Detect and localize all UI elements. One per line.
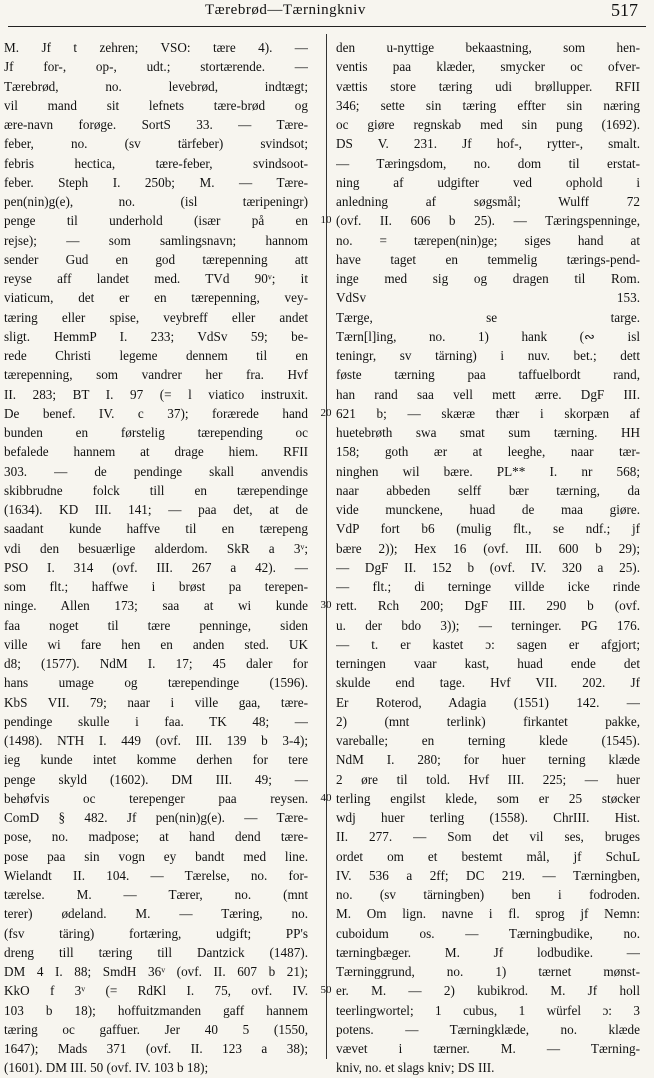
text-line: Wielandt II. 104. — Tærelse, no. for- [4, 867, 308, 883]
text-line: ieg kunde intet komme derhen for tere [4, 752, 308, 768]
text-line: Jf for-, op-, udt.; stortærende. — [4, 59, 308, 75]
text-line: cuboidum os. — Tærningbudike, no. [336, 925, 640, 941]
text-line: penge skyld (1602). DM III. 49; — [4, 771, 308, 787]
text-line: Tærn[l]ing, no. 1) hank (∾ isl [336, 328, 640, 344]
left-column [4, 38, 308, 1078]
text-line: II. 277. — Som det vil ses, bruges [336, 829, 640, 845]
text-line: pose paa sin vogn ey bandt med line. [4, 848, 308, 864]
text-line: huetebrøth swa smat sum tærning. HH [336, 425, 640, 440]
page-header [0, 0, 654, 28]
text-line: bære 2)); Hex 16 (ovf. III. 600 b 29); [336, 540, 640, 556]
text-line: ninge. Allen 173; saa at wi kunde [4, 598, 308, 614]
text-line: rett. Rch 200; DgF III. 290 b (ovf. [336, 598, 640, 614]
text-line: saadant kunde haffve til en tærepeng [4, 521, 308, 537]
text-line: oc giøre regnskab med sin pung (1692). [336, 117, 640, 132]
text-line: sligt. HemmP I. 233; VdSv 59; be- [4, 328, 308, 344]
margin-line-number: 50 [320, 984, 332, 997]
text-line: skulde end tage. Hvf VII. 202. Jf [336, 675, 640, 691]
text-line: behøfvis oc terepenger paa reysen. [4, 790, 308, 806]
text-line: Tærninggrund, no. 1) tærnet mønst- [336, 964, 640, 979]
text-line: som flt.; haffwe i brøst pa terepen- [4, 579, 308, 594]
text-line: (1634). KD III. 141; — paa det, at de [4, 502, 308, 517]
text-line: ære-navn forøge. SortS 33. — Tære- [4, 117, 308, 132]
text-line: VdP fort b6 (mulig flt., se ndf.; jf [336, 521, 640, 537]
text-line: feber. Steph I. 250b; M. — Tære- [4, 174, 308, 190]
text-line: anledning af søgsmål; Wulff 72 [336, 194, 640, 209]
text-line: 621 b; — skæræ thær i skorpæn af [336, 405, 640, 421]
text-line: penge til underhold (især på en [4, 213, 308, 229]
text-line: wdj huer terling (1558). ChrIII. Hist. [336, 810, 640, 825]
text-line: viaticum, det er en tærepenning, vey- [4, 290, 308, 306]
text-line: vdi den besuærlige alderdom. SkR a 3ᵛ; [4, 540, 308, 556]
text-line: reyse aff landet med. TVd 90ᵛ; it [4, 271, 308, 286]
text-line: er. M. — 2) kubikrod. M. Jf holl [336, 983, 640, 999]
margin-line-number: 10 [320, 214, 332, 227]
text-line: føste tærning paa taffuelbordt rand, [336, 367, 640, 383]
margin-line-number: 40 [320, 791, 332, 804]
page-number: 517 [611, 0, 638, 20]
text-line: vættis store tæring udi brøllupper. RFII [336, 78, 640, 94]
text-line: ComD § 482. Jf pen(nin)g(e). — Tære- [4, 810, 308, 825]
text-line: skibbrudne folck till en tærependinge [4, 482, 308, 498]
text-line: rejse); — som samlingsnavn; hannom [4, 232, 308, 248]
text-line: ning af udgifter ved ophold i [336, 174, 640, 190]
text-line: 2 øre til told. Hvf III. 225; — huer [336, 771, 640, 787]
text-line: (ovf. II. 606 b 25). — Tæringspenninge, [336, 213, 640, 229]
text-line: potens. — Tærningklæde, no. klæde [336, 1021, 640, 1037]
text-line: dreng till tæring till Dantzick (1487). [4, 944, 308, 960]
text-line: VdSv 153. [336, 290, 640, 306]
text-line: M. Jf t zehren; VSO: tære 4). — [4, 40, 308, 55]
text-line: ordet om et bestemt mål, jf SchuL [336, 848, 640, 864]
text-line: hans umage og tærependinge (1596). [4, 675, 308, 691]
text-line: no. = tærepen(nin)ge; siges hand at [336, 232, 640, 248]
text-line: ninghen wil bære. PL** I. nr 568; [336, 463, 640, 479]
text-line: — t. er kastet ɔ: sagen er afgjort; [336, 636, 640, 652]
text-line: pose, no. madpose; at hand dend tære- [4, 829, 308, 845]
text-line: (1498). NTH I. 449 (ovf. III. 139 b 3-4); [4, 733, 308, 748]
text-line: KbS VII. 79; naar i ville gaa, tære- [4, 694, 308, 710]
text-line: (fsv täring) fortæring, udgift; PP's [4, 925, 308, 941]
running-title: Tærebrød—Tærningkniv [205, 2, 366, 18]
text-line: pen(nin)g(e), no. (isl tæripeningr) [4, 194, 308, 209]
right-column [336, 38, 640, 1078]
text-line: DS V. 231. Jf hof-, rytter-, smalt. [336, 136, 640, 152]
column-divider [326, 34, 327, 1059]
text-line: ventis paa klæder, smycker oc ofver- [336, 59, 640, 75]
text-line: IV. 536 a 2ff; DC 219. — Tærningben, [336, 867, 640, 883]
text-line: 158; goth ær at leeghe, naar tær- [336, 444, 640, 460]
text-line: KkO f 3ᵛ (= RdKl I. 75, ovf. IV. [4, 983, 308, 999]
text-line: terling engilst klede, som er 25 støcker [336, 790, 640, 806]
text-line: — DgF II. 152 b (ovf. IV. 320 a 25). [336, 559, 640, 575]
text-line: Tærge, se targe. [336, 309, 640, 325]
text-line: naar abbeden selff bær tærning, da [336, 482, 640, 498]
text-line: den u-nyttige bekaastning, som hen- [336, 40, 640, 55]
text-line: faa noget til tære penninge, siden [4, 617, 308, 633]
text-line: han rand saa vell mett ærre. DgF III. [336, 386, 640, 402]
text-line: teerlingwortel; 1 cubus, 1 würfel ɔ: 3 [336, 1002, 640, 1018]
text-line: tæring eller spise, veybreff eller andet [4, 309, 308, 325]
text-line: febris hectica, tære-feber, svindsoot- [4, 155, 308, 171]
text-line: have taget en temmelig tærings-pend- [336, 251, 640, 267]
text-line: terningen vaar kast, huad ende det [336, 656, 640, 671]
text-line: M. Om lign. navne i fl. sprog jf Nemn: [336, 906, 640, 922]
text-line: PSO I. 314 (ovf. III. 267 a 42). — [4, 559, 308, 575]
text-line: terer) ødeland. M. — Tæring, no. [4, 906, 308, 922]
text-line: II. 283; BT I. 97 (= l viatico instruxit. [4, 386, 308, 402]
text-line: Er Roterod, Adagia (1551) 142. — [336, 694, 640, 710]
text-line: 346; sette sin tæring effter sin næring [336, 97, 640, 113]
text-line: tærepenning, som vandrer her fra. Hvf [4, 367, 308, 383]
text-line: 2) (mnt terlink) firkantet pakke, [336, 713, 640, 729]
text-line: vævet i tærner. M. — Tærning- [336, 1041, 640, 1056]
text-line: kniv, no. et slags kniv; DS III. [336, 1060, 495, 1076]
text-line: vil mand sit lefnets tære-brød og [4, 97, 308, 113]
text-line: Tærebrød, no. levebrød, indtægt; [4, 78, 308, 94]
text-line: DM 4 I. 88; SmdH 36ᵛ (ovf. II. 607 b 21); [4, 964, 308, 979]
text-line: rede Christi legeme dennem til en [4, 348, 308, 363]
text-line: 1647); Mads 371 (ovf. II. 123 a 38); [4, 1041, 308, 1056]
text-line: NdM I. 280; for huer terning klæde [336, 752, 640, 768]
text-line: bunden en førstelig tærepending oc [4, 425, 308, 440]
text-line: (1601). DM III. 50 (ovf. IV. 103 b 18); [4, 1060, 209, 1076]
text-line: 103 b 18); hoffuitzmanden gaff hannem [4, 1002, 308, 1018]
text-line: pendinge skulle i faa. TK 48; — [4, 713, 308, 729]
text-line: tærningbæger. M. Jf lodbudike. — [336, 944, 640, 960]
text-line: vareballe; en terning klede (1545). [336, 733, 640, 748]
text-line: befalede hannem at drage hiem. RFII [4, 444, 308, 460]
text-line: 303. — de pendinge skall anvendis [4, 463, 308, 479]
text-line: De benef. IV. c 37); forærede hand [4, 405, 308, 421]
text-line: tærelse. M. — Tærer, no. (mnt [4, 887, 308, 902]
text-line: inge med sig og dragen til Rom. [336, 271, 640, 286]
text-line: teningr, sv tärning) i nuv. bet.; dett [336, 348, 640, 363]
header-rule [8, 26, 646, 27]
text-line: vide munckene, huad de maa giøre. [336, 502, 640, 517]
text-line: u. der bdo 3)); — terninger. PG 176. [336, 617, 640, 633]
text-line: no. (sv tärningben) ben i fodroden. [336, 887, 640, 902]
text-line: sender Gud en god tærepenning att [4, 251, 308, 267]
margin-line-number: 30 [320, 599, 332, 612]
margin-line-number: 20 [320, 406, 332, 419]
text-line: d8; (1577). NdM I. 17; 45 daler for [4, 656, 308, 671]
text-line: — Tæringsdom, no. dom til erstat- [336, 155, 640, 171]
text-line: feber, no. (sv tärfeber) svindsot; [4, 136, 308, 152]
text-line: tæring oc gaffuer. Jer 40 5 (1550, [4, 1021, 308, 1037]
text-line: ville wi fare hen en anden sted. UK [4, 636, 308, 652]
text-line: — flt.; di terninge villde icke rinde [336, 579, 640, 594]
